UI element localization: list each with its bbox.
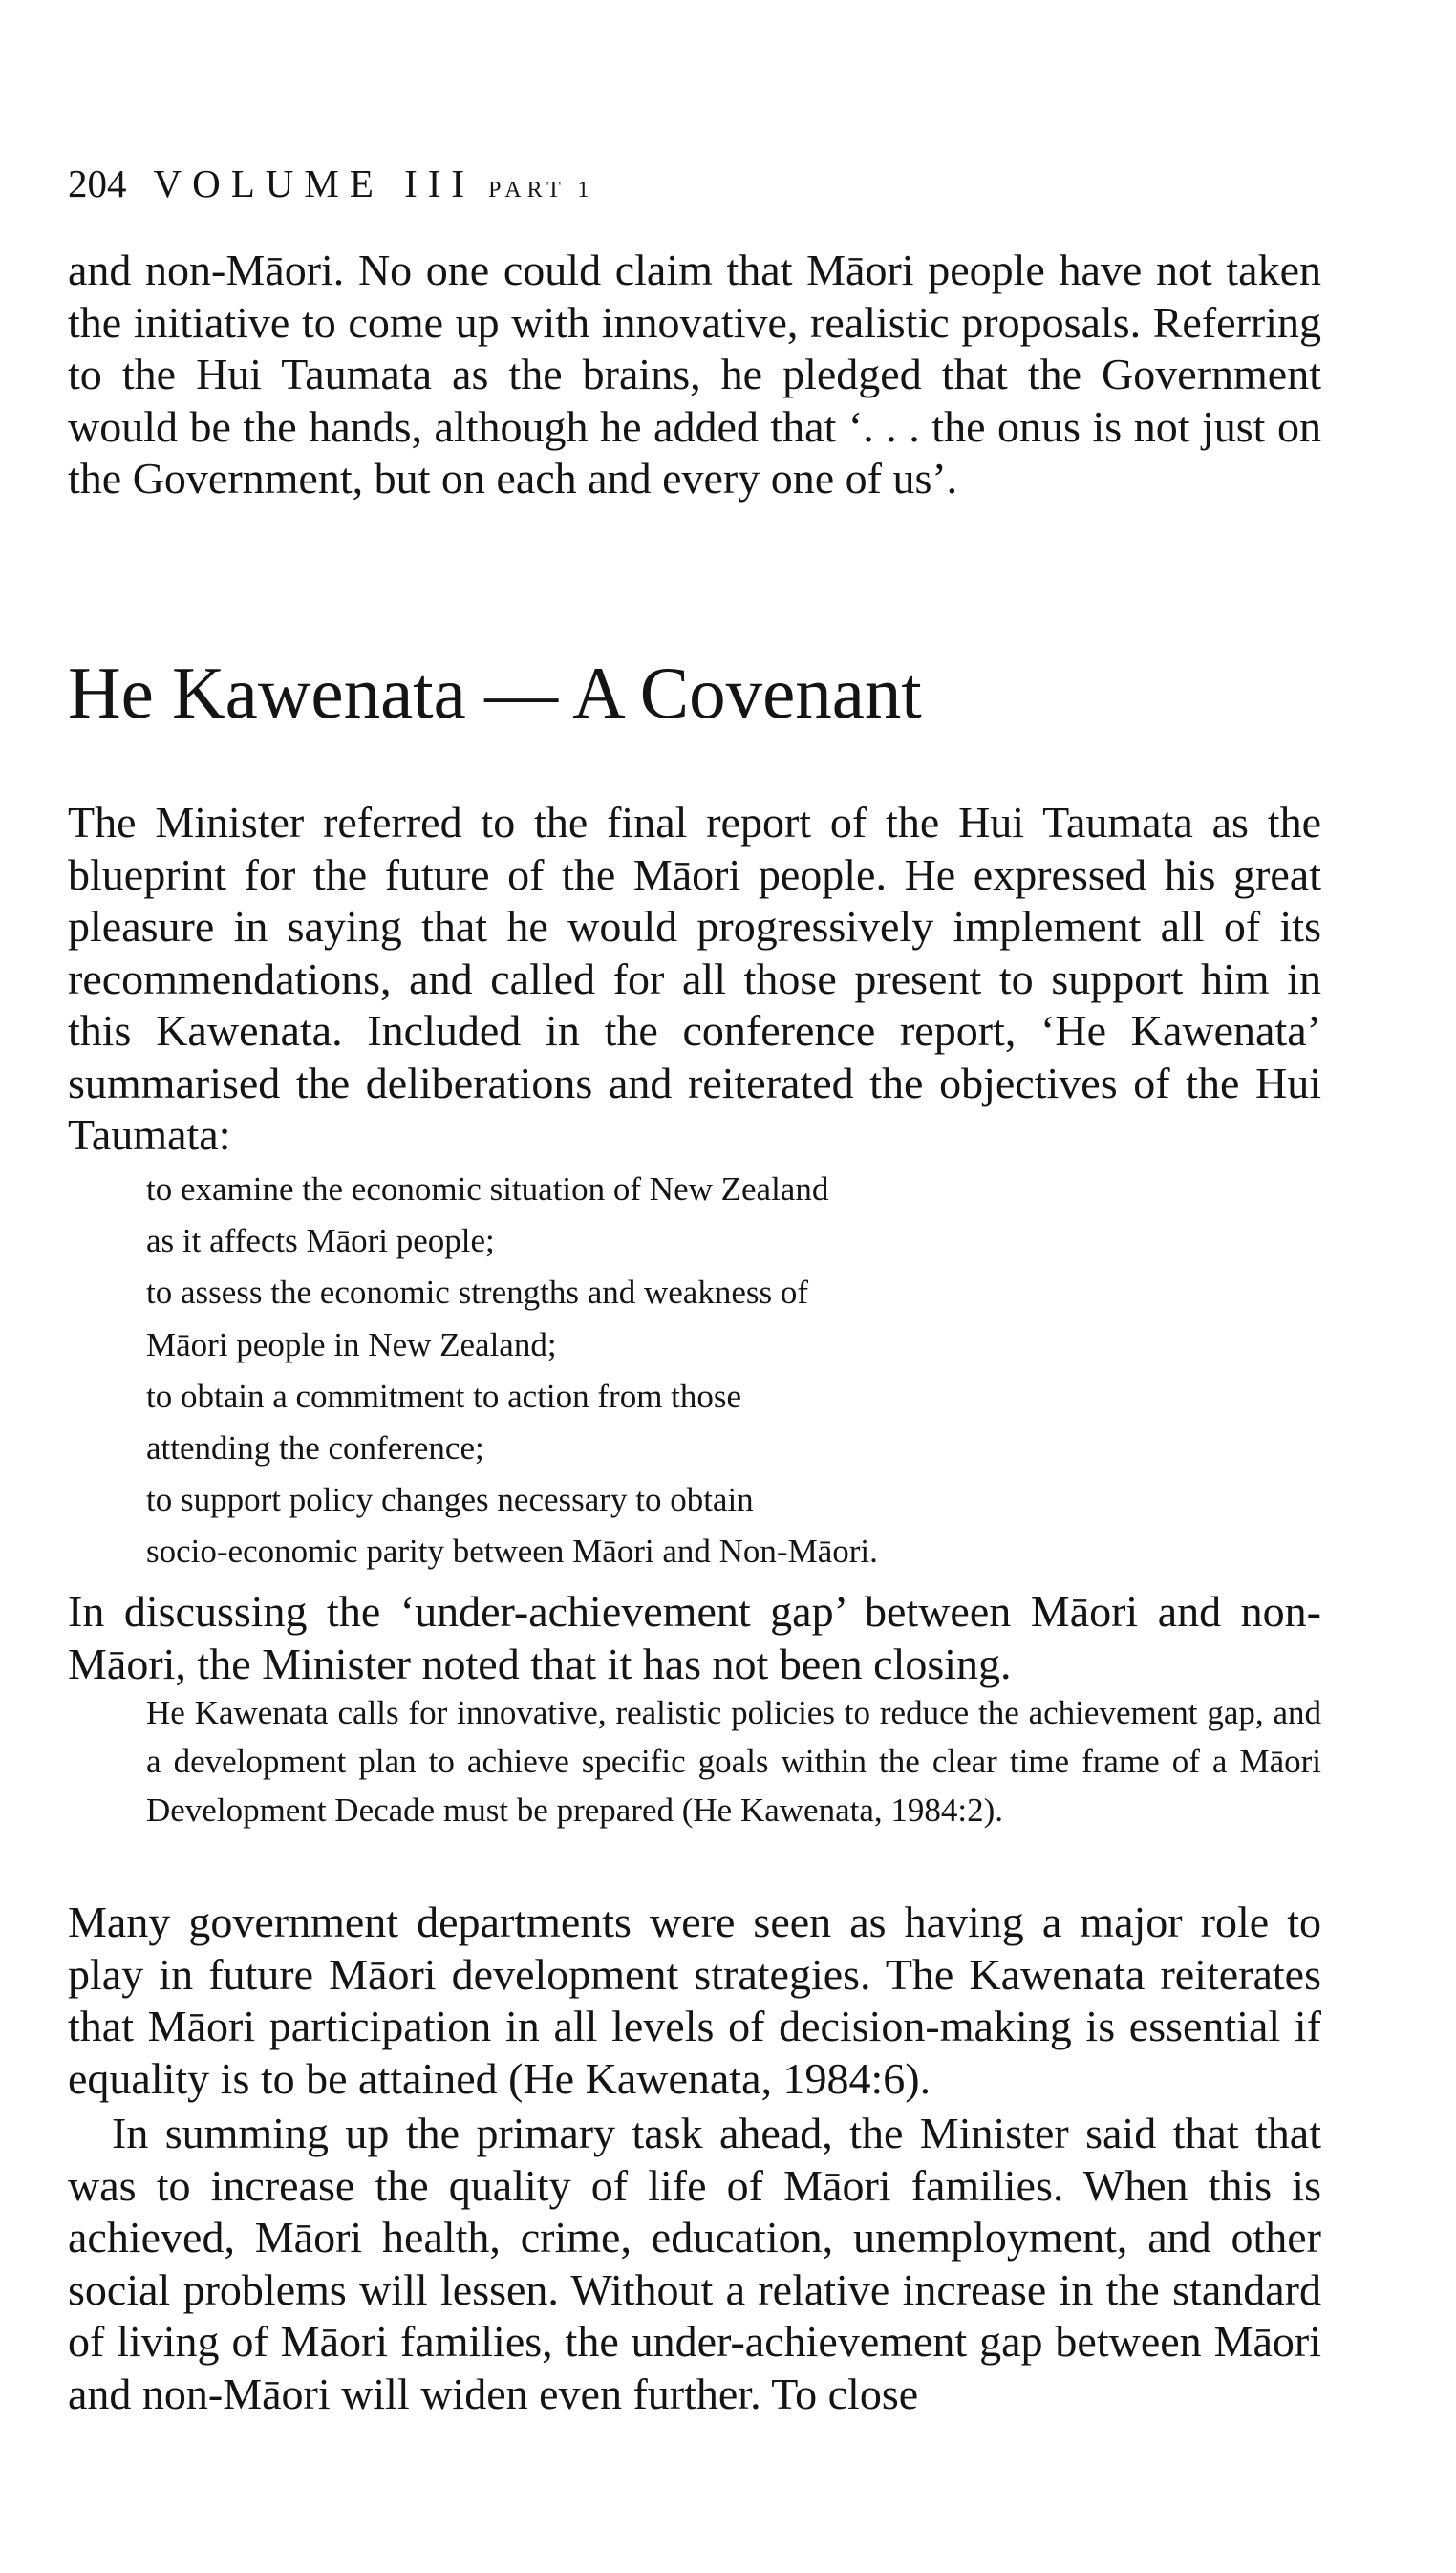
volume-label: VOLUME III [153,161,476,205]
objective-line: to assess the economic strengths and weakness of [146,1274,809,1312]
opening-paragraph-block [68,245,1321,505]
summing-paragraph: In summing up the primary task ahead, the Minister said that that was to increase the quality of life of Māori families. When this is achieved, Māori health, crime, education, unemployment, and other social problems will lessen. Without a relative increase in the standard of living of Māori families, the under-achievement gap between Māori and non-Māori will widen even further. To close [68,2109,1321,2418]
intro-paragraph-block [68,797,1321,1162]
objective-line: attending the conference; [146,1429,484,1468]
gap-paragraph-block [68,1586,1321,1690]
objective-line: to examine the economic situation of New Zealand [146,1170,829,1208]
objective-line: as it affects Māori people; [146,1222,495,1260]
intro-paragraph: The Minister referred to the final report of the Hui Taumata as the blueprint for the future of the Māori people. He expressed his great pleasure in saying that he would progressively implement all of its recommendations, and called for all those present to support him in this Kawenata. Included in the conference report, ‘He Kawenata’ summarised the deliberations and reiterated the objectives of the Hui Taumata: [68,798,1321,1159]
section-heading: He Kawenata — A Covenant [68,652,922,734]
objectives-list [146,1164,1274,1578]
objective-line: to obtain a commitment to action from those [146,1377,742,1415]
objective-line: socio-economic parity between Māori and Non-Māori. [146,1533,878,1571]
objective-line: to support policy changes necessary to obtain [146,1481,754,1519]
opening-paragraph: and non-Māori. No one could claim that Māori people have not taken the initiative to come up with innovative, realistic proposals. Referring to the Hui Taumata as the brains, he pledged that the Government would be the hands, although he added that ‘. . . the onus is not just on the Government, but on each and every one of us’. [68,246,1321,503]
block-quote: He Kawenata calls for innovative, realistic policies to reduce the achievement gap, and a development plan to achieve specific goals within the clear time frame of a Māori Development Decade must be prepared (He Kawenata, 1984:2). [146,1694,1321,1829]
departments-paragraph-block [68,1897,1321,2105]
part-label: PART 1 [488,178,595,203]
page-number: 204 [68,161,127,205]
summing-paragraph-block [68,2108,1321,2420]
departments-paragraph: Many government departments were seen as having a major role to play in future Māori development strategies. The Kawenata reiterates that Māori participation in all levels of decision-making is essential if equality is to be attained (He Kawenata, 1984:6). [68,1898,1321,2103]
objective-line: Māori people in New Zealand; [146,1325,557,1363]
gap-paragraph: In discussing the ‘under-achievement gap’ between Māori and non-Māori, the Minister noted that it has not been closing. [68,1587,1321,1688]
running-head [68,161,594,213]
